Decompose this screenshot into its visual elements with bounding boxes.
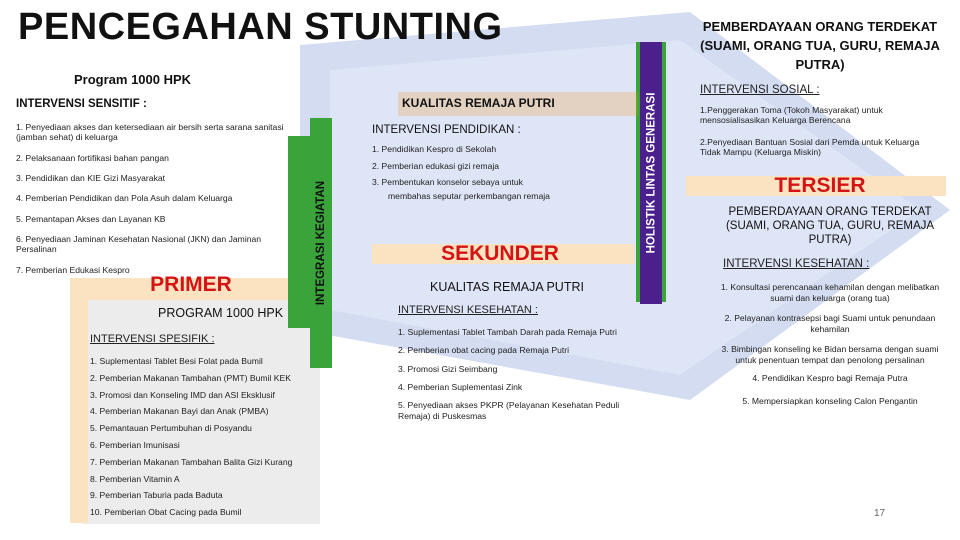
primer-orange-left	[70, 278, 88, 523]
page-title: PENCEGAHAN STUNTING	[18, 6, 503, 48]
intervensi-spesifik-list	[90, 356, 320, 524]
program-1000-hpk-heading: PROGRAM 1000 HPK	[158, 306, 284, 320]
page-number: 17	[874, 508, 886, 519]
integrasi-kegiatan-label: INTEGRASI KEGIATAN	[315, 180, 328, 306]
list-item: 1. Penyediaan akses dan ketersediaan air bersih serta sarana sanitasi (jamban sehat) di keluarga	[16, 122, 284, 143]
list-item: 3. Promosi Gizi Seimbang	[398, 363, 498, 374]
list-item: 5. Pemantauan Pertumbuhan di Posyandu	[90, 423, 252, 434]
primer-banner: PRIMER	[150, 273, 232, 296]
list-item: 5. Penyediaan akses PKPR (Pelayanan Kesehatan Peduli Remaja) di Puskesmas	[398, 400, 620, 421]
sekunder-banner: SEKUNDER	[441, 242, 559, 265]
list-item: 4. Pemberian Makanan Bayi dan Anak (PMBA)	[90, 406, 269, 417]
intervensi-sensitif-list	[16, 122, 288, 275]
list-item: 2. Pemberian obat cacing pada Remaja Putri	[398, 345, 570, 356]
tersier-intervensi-list	[712, 282, 948, 407]
intervensi-sosial-list	[700, 105, 935, 157]
list-item: 9. Pemberian Taburia pada Baduta	[90, 490, 223, 501]
list-item: 4. Pemberian Suplementasi Zink	[398, 381, 523, 392]
list-item: 6. Pemberian Imunisasi	[90, 439, 180, 450]
list-item: 1.Penggerakan Toma (Tokoh Masyarakat) untuk mensosialisasikan Keluarga Berencana	[700, 105, 883, 126]
pemberdayaan-title: PEMBERDAYAAN ORANG TERDEKAT (SUAMI, ORANG TUA, GURU, REMAJA PUTRA)	[700, 19, 940, 72]
list-item: 5. Mempersiapkan konseling Calon Pengantin	[742, 396, 918, 407]
list-item: 8. Pemberian Vitamin A	[90, 473, 180, 484]
tersier-title: PEMBERDAYAAN ORANG TERDEKAT (SUAMI, ORANG TUA, GURU, REMAJA PUTRA)	[725, 206, 935, 246]
list-item: 2. Pemberian edukasi gizi remaja	[372, 161, 500, 172]
list-item: 2. Pemberian Makanan Tambahan (PMT) Bumil KEK	[90, 372, 291, 383]
integrasi-kegiatan-bar	[310, 118, 332, 368]
program-1000-hpk-label: Program 1000 HPK	[74, 72, 192, 87]
tersier-intervensi-kesehatan-heading: INTERVENSI KESEHATAN :	[723, 258, 870, 270]
list-item: 2. Pelaksanaan fortifikasi bahan pangan	[16, 152, 169, 163]
list-item: 6. Penyediaan Jaminan Kesehatan Nasional (JKN) dan Jaminan Persalinan	[16, 233, 262, 255]
holistik-lintas-generasi-label: HOLISTIK LINTAS GENERASI	[645, 92, 658, 254]
list-item: 2.Penyediaan Bantuan Sosial dari Pemda untuk Keluarga Tidak Mampu (Keluarga Miskin)	[700, 136, 920, 157]
list-item: membahas seputar perkembangan remaja	[388, 190, 550, 201]
sekunder-intervensi-list	[398, 327, 666, 421]
kualitas-remaja-putri-heading: KUALITAS REMAJA PUTRI	[402, 96, 555, 110]
sekunder-intervensi-kesehatan-heading: INTERVENSI KESEHATAN :	[398, 304, 538, 316]
list-item: 7. Pemberian Edukasi Kespro	[16, 264, 130, 275]
list-item: 5. Pemantapan Akses dan Layanan KB	[16, 213, 166, 224]
list-item: 10. Pemberian Obat Cacing pada Bumil	[90, 507, 242, 518]
list-item: 1. Konsultasi perencanaan kehamilan dengan melibatkan suami dan keluarga (orang tua)	[720, 282, 940, 303]
list-item: 3. Pendidikan dan KIE Gizi Masyarakat	[16, 172, 166, 183]
intervensi-pendidikan-list	[372, 144, 636, 201]
list-item: 1. Pendidikan Kespro di Sekolah	[372, 144, 497, 154]
list-item: 2. Pelayanan kontrasepsi bagi Suami untuk penundaan kehamilan	[724, 313, 936, 335]
list-item: 4. Pemberian Pendidikan dan Pola Asuh dalam Keluarga	[16, 193, 233, 204]
list-item: 7. Pemberian Makanan Tambahan Balita Gizi Kurang	[90, 456, 293, 467]
tersier-banner: TERSIER	[774, 174, 866, 197]
intervensi-sensitif-heading: INTERVENSI SENSITIF :	[16, 98, 147, 110]
holistik-lintas-generasi-bar	[640, 42, 662, 304]
intervensi-spesifik-heading: INTERVENSI SPESIFIK :	[90, 333, 215, 345]
list-item: 3. Promosi dan Konseling IMD dan ASI Eksklusif	[90, 389, 275, 400]
list-item: 3. Pembentukan konselor sebaya untuk	[372, 176, 523, 187]
sekunder-title: KUALITAS REMAJA PUTRI	[430, 280, 584, 294]
intervensi-pendidikan-heading: INTERVENSI PENDIDIKAN :	[372, 124, 521, 136]
intervensi-sosial-heading: INTERVENSI SOSIAL :	[700, 84, 820, 96]
list-item: 3. Bimbingan konseling ke Bidan bersama dengan suami untuk penentuan tempat dan penolong persalinan	[721, 343, 939, 365]
list-item: 1. Suplementasi Tablet Tambah Darah pada Remaja Putri	[398, 327, 617, 337]
list-item: 1. Suplementasi Tablet Besi Folat pada Bumil	[90, 356, 263, 366]
list-item: 4. Pendidikan Kespro bagi Remaja Putra	[752, 373, 908, 384]
